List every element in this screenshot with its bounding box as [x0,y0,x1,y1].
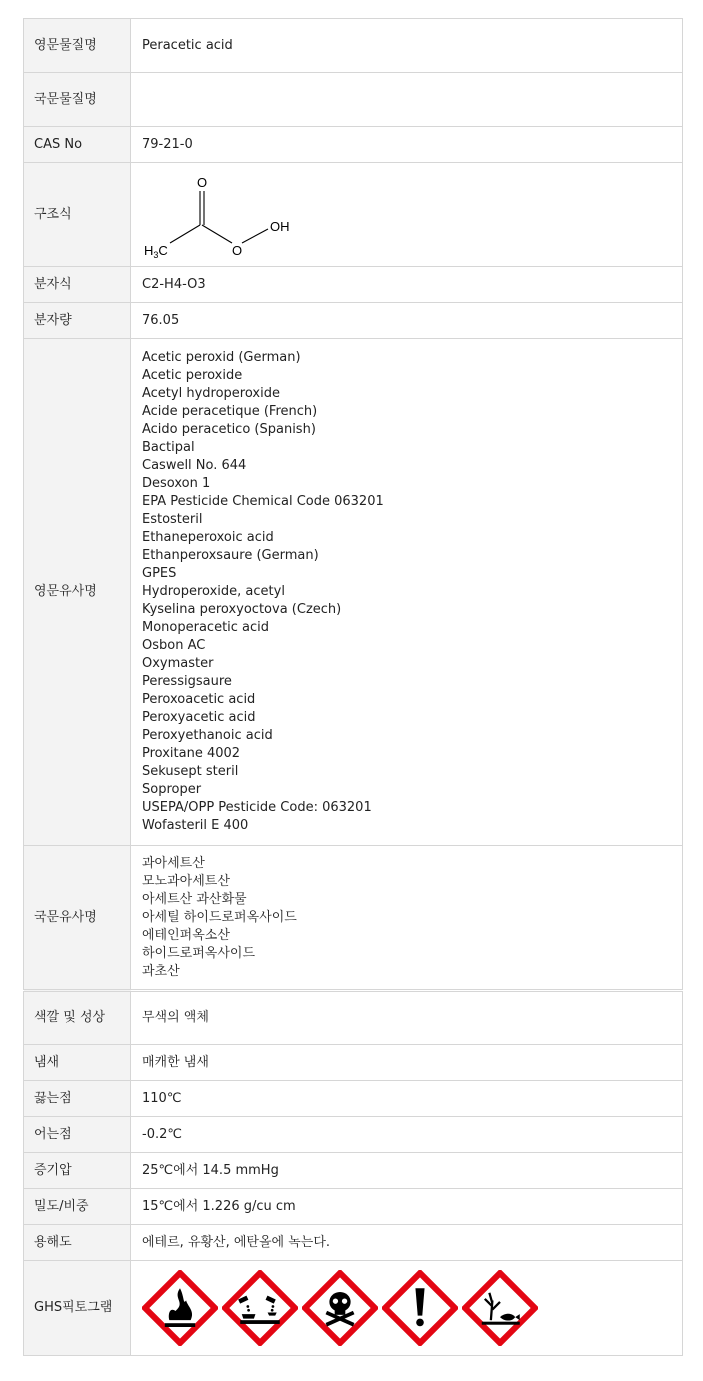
list-item: Acetyl hydroperoxide [142,386,280,401]
english-name-value: Peracetic acid [131,19,683,73]
hydroxyl-label: OH [270,219,290,234]
list-item: Acetic peroxide [142,368,243,383]
list-item: Desoxon 1 [142,476,211,491]
row-label: 분자량 [24,303,131,339]
row-label: CAS No [24,127,131,163]
table-row [24,1261,683,1356]
row-label: GHS픽토그램 [24,1261,131,1356]
table-row [24,19,683,73]
oxygen-peroxide-label: O [232,243,243,258]
table-row [24,1081,683,1117]
list-item: Peressigsaure [142,674,232,689]
row-label: 영문물질명 [24,19,131,73]
formula-value: C2-H4-O3 [131,267,683,303]
table-row [24,73,683,127]
table-row [24,163,683,267]
structure-cell [131,163,683,267]
table-row [24,1045,683,1081]
methyl-subscript: 3 [153,250,159,260]
oxygen-carbonyl-label: O [197,175,208,190]
table-row [24,339,683,846]
row-label: 색깔 및 성상 [24,991,131,1045]
korean-synonyms-list [131,846,683,991]
methyl-label [144,243,168,260]
color-state-value: 무색의 액체 [131,991,683,1045]
table-row [24,1153,683,1189]
row-label: 어는점 [24,1117,131,1153]
methyl-c: C [158,243,168,258]
list-item: Osbon AC [142,638,206,653]
row-label: 용해도 [24,1225,131,1261]
solubility-value: 에테르, 유황산, 에탄올에 녹는다. [131,1225,683,1261]
list-item: EPA Pesticide Chemical Code 063201 [142,494,384,509]
row-label: 구조식 [24,163,131,267]
list-item: Peroxoacetic acid [142,692,256,707]
row-label: 국문물질명 [24,73,131,127]
list-item: Peroxyethanoic acid [142,728,273,743]
table-row [24,1225,683,1261]
list-item: Bactipal [142,440,195,455]
list-item: Caswell No. 644 [142,458,247,473]
list-item: Soproper [142,782,202,797]
table-row [24,1189,683,1225]
table-row [24,267,683,303]
list-item: Oxymaster [142,656,214,671]
flame-icon [142,1270,218,1346]
list-item: Ethanperoxsaure (German) [142,548,319,563]
list-item: Hydroperoxide, acetyl [142,584,285,599]
ghs-pictograms [142,1270,671,1346]
corrosion-icon [222,1270,298,1346]
freezing-point-value: -0.2℃ [131,1117,683,1153]
list-item: Kyselina peroxyoctova (Czech) [142,602,342,617]
cas-value: 79-21-0 [131,127,683,163]
list-item: Monoperacetic acid [142,620,270,635]
row-label: 국문유사명 [24,846,131,991]
list-item: Wofasteril E 400 [142,818,249,833]
list-item: 과아세트산 [142,855,205,871]
list-item: 아세트산 과산화물 [142,891,247,907]
row-label: 끓는점 [24,1081,131,1117]
table-row [24,1117,683,1153]
list-item: Acido peracetico (Spanish) [142,422,316,437]
list-item: GPES [142,566,177,581]
list-item: Estosteril [142,512,203,527]
ghs-pictograms-cell [131,1261,683,1356]
row-label: 밀도/비중 [24,1189,131,1225]
row-label: 영문유사명 [24,339,131,846]
row-label: 증기압 [24,1153,131,1189]
list-item: 아세틸 하이드로퍼옥사이드 [142,909,297,925]
environment-icon [462,1270,538,1346]
table-row [24,846,683,991]
density-value: 15℃에서 1.226 g/cu cm [131,1189,683,1225]
table-row [24,991,683,1045]
list-item: Acetic peroxid (German) [142,350,301,365]
boiling-point-value: 110℃ [131,1081,683,1117]
list-item: 과초산 [142,963,180,979]
list-item: Ethaneperoxoic acid [142,530,274,545]
list-item: Peroxyacetic acid [142,710,256,725]
property-table [23,18,683,1356]
skull-crossbones-icon [302,1270,378,1346]
exclamation-icon [382,1270,458,1346]
list-item: 하이드로퍼옥사이드 [142,945,256,961]
odor-value: 매캐한 냄새 [131,1045,683,1081]
list-item: Proxitane 4002 [142,746,241,761]
structural-formula [142,167,312,262]
korean-name-value [131,73,683,127]
list-item: 에테인퍼옥소산 [142,927,230,943]
list-item: USEPA/OPP Pesticide Code: 063201 [142,800,372,815]
vapor-pressure-value: 25℃에서 14.5 mmHg [131,1153,683,1189]
list-item: 모노과아세트산 [142,873,230,889]
row-label: 냄새 [24,1045,131,1081]
table-row [24,127,683,163]
table-row [24,303,683,339]
english-synonyms-list [131,339,683,846]
list-item: Acide peracetique (French) [142,404,318,419]
row-label: 분자식 [24,267,131,303]
molecular-weight-value: 76.05 [131,303,683,339]
methyl-h: H [144,243,154,258]
list-item: Sekusept steril [142,764,239,779]
